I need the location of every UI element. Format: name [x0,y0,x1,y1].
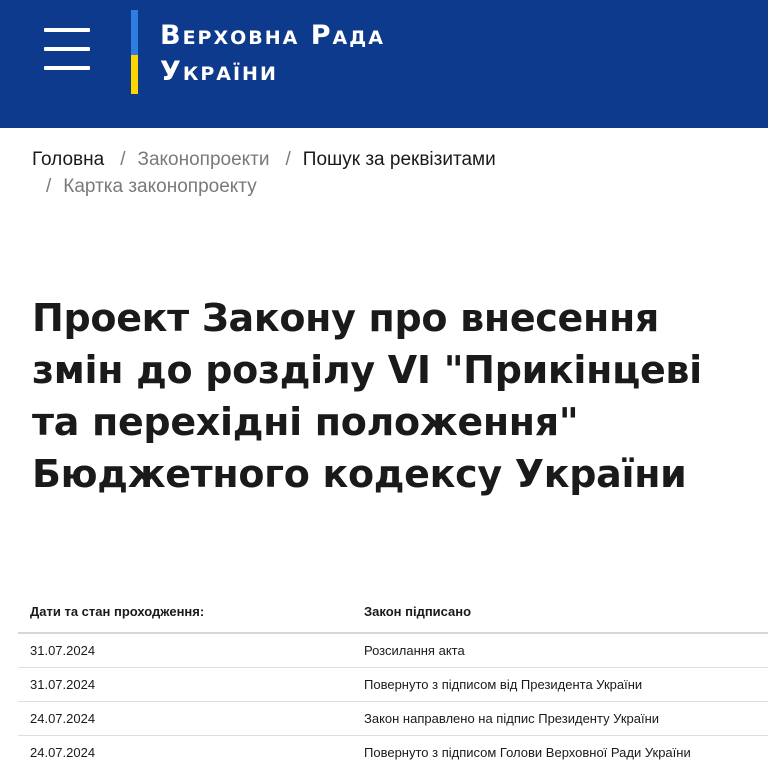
brand-line-1: Верховна Рада [160,20,385,51]
row-date: 24.07.2024 [30,745,96,760]
breadcrumb-bills[interactable]: Законопроекти [137,149,270,170]
row-date: 31.07.2024 [30,677,96,692]
menu-bar [44,47,90,51]
site-logo-link[interactable] [160,18,385,90]
row-event: Закон направлено на підпис Президенту України [364,711,660,726]
breadcrumb-line-2 [32,173,752,200]
table-row [18,702,768,736]
menu-bar [44,28,90,32]
breadcrumb-bill-card: Картка законопроекту [63,176,257,197]
hamburger-menu-icon[interactable] [44,28,90,70]
breadcrumb-separator: / [120,149,126,170]
row-event: Розсилання акта [364,643,465,658]
column-header-dates: Дати та стан проходження: [30,603,205,619]
breadcrumb-separator: / [46,176,52,197]
brand-line-2: України [160,56,278,87]
row-date: 31.07.2024 [30,643,96,658]
breadcrumb-separator: / [285,149,291,170]
page-title: Проект Закону про внесення змін до розділу VI "Прикінцеві та перехідні положення" Бюджетного кодексу України [32,296,702,496]
column-header-status: Закон підписано [364,603,472,619]
bill-status-table [18,590,768,768]
flag-stripe [131,10,138,94]
menu-bar [44,66,90,70]
table-row [18,736,768,768]
flag-yellow-part [131,55,138,94]
breadcrumb-search-by-details[interactable]: Пошук за реквізитами [302,149,496,170]
row-event: Повернуто з підписом Голови Верховної Ради України [364,745,691,760]
top-header [0,0,768,128]
table-header [18,590,768,634]
flag-blue-part [131,10,138,55]
table-row [18,668,768,702]
breadcrumb [32,146,752,200]
row-event: Повернуто з підписом від Президента України [364,677,643,692]
breadcrumb-home[interactable]: Головна [32,149,105,170]
table-row [18,634,768,668]
row-date: 24.07.2024 [30,711,96,726]
